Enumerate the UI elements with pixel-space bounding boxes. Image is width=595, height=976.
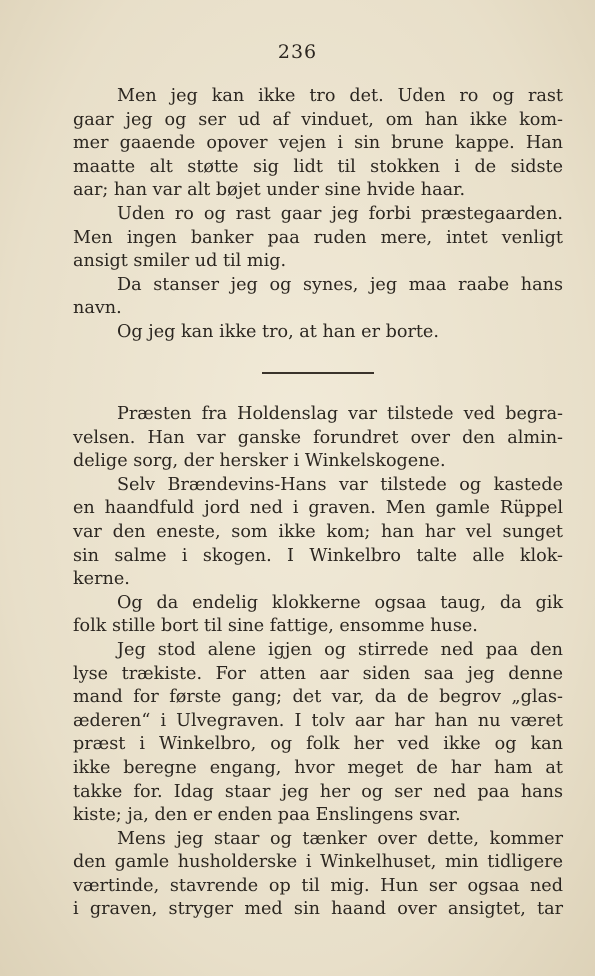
text-line: Mens jeg staar og tænker over dette, kommer xyxy=(117,828,563,849)
text-line: velsen. Han var ganske forundret over den almin- xyxy=(73,427,563,448)
text-line: aar; han var alt bøjet under sine hvide haar. xyxy=(73,180,466,201)
text-section-1 xyxy=(73,85,563,345)
text-line: Og jeg kan ikke tro, at han er borte. xyxy=(117,321,439,342)
text-line: Og da endelig klokkerne ogsaa taug, da gik xyxy=(117,592,563,613)
text-line: mand for første gang; det var, da de begrov „glas- xyxy=(73,687,563,708)
text-line: kerne. xyxy=(73,569,130,590)
text-line: Præsten fra Holdenslag var tilstede ved begra- xyxy=(117,404,563,424)
text-line: navn. xyxy=(73,298,122,319)
text-line: Selv Brændevins-Hans var tilstede og kastede xyxy=(117,474,563,495)
text-line: maatte alt støtte sig lidt til stokken i de sidste xyxy=(73,156,563,177)
text-line: i graven, stryger med sin haand over ansigtet, tar xyxy=(73,899,563,920)
text-line: Uden ro og rast gaar jeg forbi præstegaarden. xyxy=(117,203,563,224)
text-line: lyse trækiste. For atten aar siden saa jeg denne xyxy=(73,663,563,684)
text-line: var den eneste, som ikke kom; han har vel sunget xyxy=(73,521,563,542)
text-line: Jeg stod alene igjen og stirrede ned paa den xyxy=(117,639,563,660)
text-line: den gamle husholderske i Winkelhuset, min tidligere xyxy=(73,852,563,873)
text-line: værtinde, stavrende op til mig. Hun ser ogsaa ned xyxy=(73,875,563,896)
text-line: mer gaaende opover vejen i sin brune kappe. Han xyxy=(73,133,563,154)
text-line: takke for. Idag staar jeg her og ser ned paa hans xyxy=(73,781,563,802)
text-line: ansigt smiler ud til mig. xyxy=(73,251,287,272)
text-line: Men ingen banker paa ruden mere, intet venligt xyxy=(73,227,563,248)
page-number: 236 xyxy=(277,41,318,63)
text-line: Men jeg kan ikke tro det. Uden ro og rast xyxy=(117,86,563,106)
text-line: præst i Winkelbro, og folk her ved ikke og kan xyxy=(73,734,563,755)
text-section-2 xyxy=(73,403,563,922)
text-line: kiste; ja, den er enden paa Enslingens svar. xyxy=(73,805,461,826)
section-divider xyxy=(262,372,374,374)
text-line: sin salme i skogen. I Winkelbro talte alle klok- xyxy=(73,545,563,566)
text-line: folk stille bort til sine fattige, ensomme huse. xyxy=(73,616,478,637)
text-line: en haandfuld jord ned i graven. Men gamle Rüppel xyxy=(73,498,563,519)
text-line: ikke beregne engang, hvor meget de har ham at xyxy=(73,757,563,778)
text-line: Da stanser jeg og synes, jeg maa raabe hans xyxy=(117,274,563,295)
text-line: gaar jeg og ser ud af vinduet, om han ikke kom- xyxy=(73,109,563,130)
text-line: delige sorg, der hersker i Winkelskogene. xyxy=(73,451,446,472)
text-line: æderen“ i Ulvegraven. I tolv aar har han nu været xyxy=(73,710,563,731)
